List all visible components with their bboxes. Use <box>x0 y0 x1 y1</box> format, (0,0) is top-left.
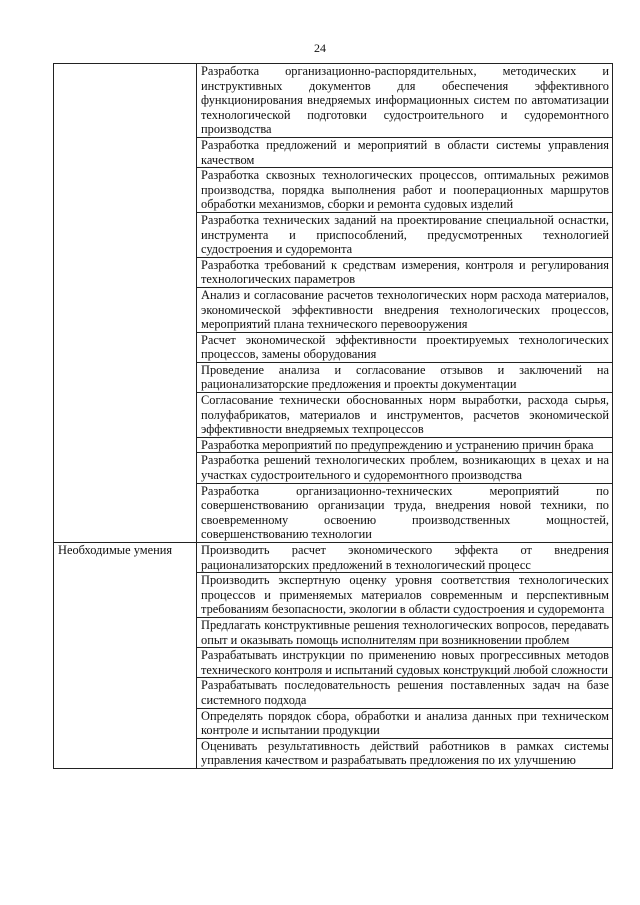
row-text: Разработка сквозных технологических процессов, оптимальных режимов производства, порядка выполнения работ и пооперационных маршрутов обработки механизмов, сборки и ремонта судовых изделий <box>197 168 613 213</box>
row-text: Производить экспертную оценку уровня соответствия технологических процессов и применяемых материалов современным и перспективным требованиям безопасности, экологии в области судостроения и судоремонта <box>197 573 613 618</box>
row-text: Оценивать результативность действий работников в рамках системы управления качеством и разрабатывать предложения по их улучшению <box>197 738 613 768</box>
row-text: Разрабатывать последовательность решения поставленных задач на базе системного подхода <box>197 678 613 708</box>
row-text: Разработка технических заданий на проектирование специальной оснастки, инструмента и приспособлений, предусмотренных технологией судостроения и судоремонта <box>197 212 613 257</box>
row-text: Разработка предложений и мероприятий в области системы управления качеством <box>197 137 613 167</box>
row-text: Разработка мероприятий по предупреждению и устранению причин брака <box>197 437 613 453</box>
row-label <box>54 64 197 543</box>
row-text: Разработка организационно-распорядительных, методических и инструктивных документов для обеспечения эффективного функционирования внедряемых информационных систем по автоматизации технологической подготовки судостроительного и судоремонтного производства <box>197 64 613 138</box>
row-text: Согласование технически обоснованных норм выработки, расхода сырья, полуфабрикатов, материалов и инструментов, расчетов экономической эффективности внедряемых техпроцессов <box>197 393 613 438</box>
table-row <box>54 64 613 138</box>
table-row <box>54 543 613 573</box>
row-text: Расчет экономической эффективности проектируемых технологических процессов, замены оборудования <box>197 332 613 362</box>
row-text: Предлагать конструктивные решения технологических вопросов, передавать опыт и оказывать помощь исполнителям при возникновении проблем <box>197 617 613 647</box>
row-text: Разрабатывать инструкции по применению новых прогрессивных методов технического контроля и испытаний судовых конструкций любой сложности <box>197 648 613 678</box>
row-text: Производить расчет экономического эффекта от внедрения рационализаторских предложений в технологический процесс <box>197 543 613 573</box>
row-text: Разработка решений технологических проблем, возникающих в цехах и на участках судостроительного и судоремонтного производства <box>197 453 613 483</box>
row-text: Проведение анализа и согласование отзывов и заключений на рационализаторские предложения и проекты документации <box>197 362 613 392</box>
competency-table <box>53 63 613 769</box>
page-number: 24 <box>314 41 326 55</box>
row-text: Определять порядок сбора, обработки и анализа данных при техническом контроле и испытании продукции <box>197 708 613 738</box>
row-label-skills: Необходимые умения <box>54 543 197 769</box>
row-text: Разработка требований к средствам измерения, контроля и регулирования технологических параметров <box>197 257 613 287</box>
row-text: Анализ и согласование расчетов технологических норм расхода материалов, экономической эффективности внедрения технологических процессов, мероприятий плана технического перевооружения <box>197 287 613 332</box>
row-text: Разработка организационно-технических мероприятий по совершенствованию организации труда, внедрения новой техники, по своевременному освоению производственных мощностей, совершенствованию технологии <box>197 483 613 542</box>
